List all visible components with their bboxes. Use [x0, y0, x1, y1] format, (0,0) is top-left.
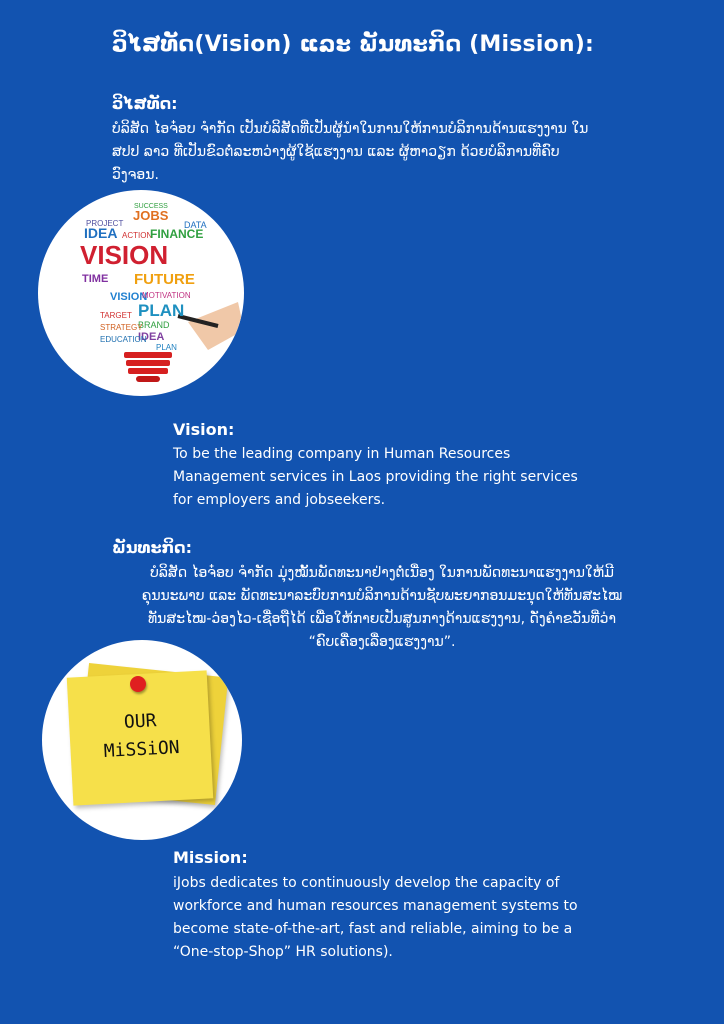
word-action: ACTION — [122, 231, 153, 240]
mission-lao-line: ທັນສະໄໝ-ວ່ອງໄວ-ເຊື່ອຖືໄດ້ ເພື່ອໃຫ້ກາຍເປັນສູນກາງດ້ານແຮງງານ, ດັ່ງຄຳຂວັນທີ່ວ່າ — [147, 611, 617, 627]
mission-en-line: workforce and human resources management systems to — [173, 898, 578, 914]
word-plan-2: PLAN — [156, 343, 177, 352]
mission-en-line: become state-of-the-art, fast and reliable, aiming to be a — [173, 921, 573, 937]
vision-en-line: Management services in Laos providing the right services — [173, 469, 578, 485]
mission-en-text — [173, 872, 673, 964]
word-vision-big: VISION — [80, 240, 169, 270]
vision-en-line: To be the leading company in Human Resources — [173, 446, 511, 462]
word-future: FUTURE — [134, 271, 195, 288]
mission-lao-heading: ພັນທະກິດ: — [112, 538, 192, 557]
mission-en-line: iJobs dedicates to continuously develop the capacity of — [173, 875, 560, 891]
sticky-note-text — [85, 705, 198, 767]
word-brand: BRAND — [138, 320, 170, 330]
word-vision-small: VISION — [110, 291, 148, 303]
word-time: TIME — [82, 273, 109, 285]
vision-lao-line: ບໍລິສັດ ໄອຈ໋ອບ ຈຳກັດ ເປັນບໍລິສັດທີ່ເປັນຜູ້ນຳໃນການໃຫ້ການບໍລິການດ້ານແຮງງານ ໃນ — [112, 121, 589, 137]
mission-lao-line: ຄຸນນະພາບ ແລະ ພັດທະນາລະບົບການບໍລິການດ້ານຊັບພະຍາກອນມະນຸດໃຫ້ທັນສະໄໝ — [141, 588, 623, 604]
word-education: EDUCATION — [100, 335, 147, 344]
vision-bulb-illustration — [38, 190, 244, 396]
word-success: SUCCESS — [134, 203, 168, 210]
mission-lao-text — [112, 562, 652, 654]
sticky-note-line: MiSSiON — [103, 737, 181, 762]
word-data: DATA — [184, 220, 207, 230]
word-idea: IDEA — [84, 225, 118, 241]
vision-lao-line: ວົງຈອນ. — [112, 167, 159, 183]
mission-lao-line: ບໍລິສັດ ໄອຈ໋ອບ ຈຳກັດ ມຸ່ງໝັ້ນພັດທະນາຢ່າງຕໍ່ເນື່ອງ ໃນການພັດທະນາແຮງງານໃຫ້ມີ — [150, 565, 614, 581]
word-motivation: MOTIVATION — [142, 291, 191, 300]
vision-en-heading: Vision: — [173, 420, 235, 439]
vision-image — [38, 190, 244, 396]
pin-icon — [130, 676, 146, 692]
sticky-note-line: OUR — [123, 710, 158, 733]
vision-lao-text — [112, 118, 632, 187]
page-title: ວິໄສທັດ(Vision) ແລະ ພັນທະກິດ (Mission): — [112, 32, 595, 57]
vision-en-line: for employers and jobseekers. — [173, 492, 386, 508]
word-plan: PLAN — [138, 301, 185, 320]
mission-en-line: “One-stop-Shop” HR solutions). — [173, 944, 393, 960]
word-finance: FINANCE — [150, 227, 204, 241]
vision-en-text — [173, 443, 673, 512]
mission-lao-line: “ຄົບເຄື່ອງເລື່ອງແຮງງານ”. — [308, 634, 456, 650]
vision-lao-line: ສປປ ລາວ ທີ່ເປັນຂົວຕໍ່ລະຫວ່າງຜູ້ໃຊ້ແຮງງານ ແລະ ຜູ້ຫາວຽກ ດ້ວຍບໍລິການທີ່ຄົບ — [112, 144, 560, 160]
mission-image — [42, 640, 242, 840]
vision-lao-heading: ວິໄສທັດ: — [112, 94, 178, 113]
word-strategy: STRATEGY — [100, 323, 143, 332]
mission-en-heading: Mission: — [173, 848, 248, 867]
word-project: PROJECT — [86, 219, 124, 228]
word-jobs: JOBS — [133, 208, 169, 223]
word-idea-2: IDEA — [138, 331, 165, 343]
word-target: TARGET — [100, 311, 132, 320]
